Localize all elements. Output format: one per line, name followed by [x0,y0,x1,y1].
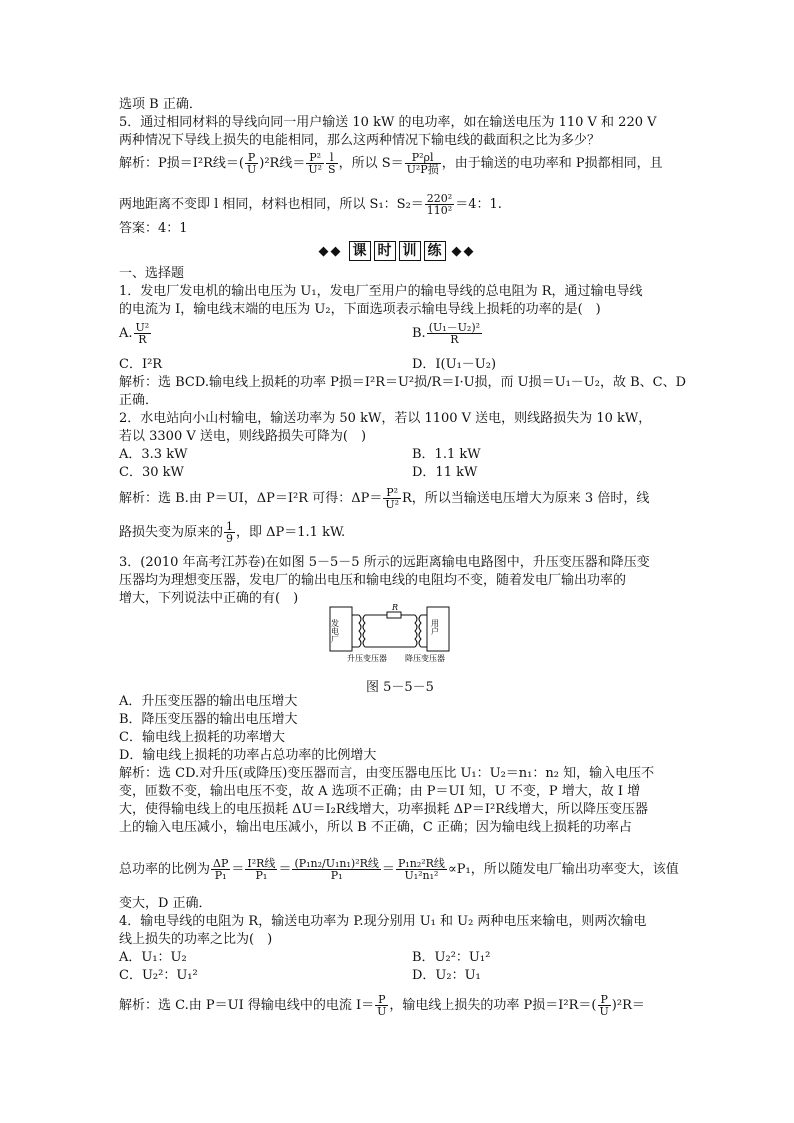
circuit-diagram [329,603,461,673]
option-b: B. $\frac{\text{(U₁－U₂)²}}{R}$ [412,321,481,346]
option-d: D．输电线上损耗的功率占总功率的比例增大 [119,748,377,763]
question-3-stem: 压器均为理想变压器，发电厂的输出电压和输电线的电阻均不变，随着发电厂输出功率的 [119,573,627,588]
step-down-label: 降压变压器 [405,654,445,663]
user-label: 用户 [430,619,440,635]
question-5-analysis: 两地距离不变即 l 相同，材料也相同，所以 S₁：S₂＝ $\frac{\text{220²}}{\text{110²}}$ ＝4：1. [119,192,502,217]
text-line: 选项 B 正确． [119,97,202,112]
option-c: C．I²R [119,357,163,372]
option-c: C．输电线上损耗的功率增大 [119,730,285,745]
diamond-icon: ◆◆ [451,243,476,259]
diamond-icon: ◆◆ [318,243,343,259]
option-b: B．U₂²：U₁² [412,950,491,965]
option-c: C．U₂²：U₁² [119,968,198,983]
option-d: D．11 kW [412,465,478,480]
banner-char: 时 [374,241,396,261]
section-heading: 一、选择题 [119,266,185,281]
question-2-stem: 2．水电站向小山村输电，输送功率为 50 kW，若以 1100 V 送电，则线路损失为 10 kW， [119,411,652,426]
question-3-analysis: 变，匝数不变，输出电压不变，故 A 选项不正确；由 P＝UI 知，U 不变，P 增大，故 I 增 [119,784,641,799]
question-3-analysis: 上的输入电压减小，输出电压减小，所以 B 不正确，C 正确；因为输电线上损耗的功率占 [119,820,632,835]
figure-caption: 图 5－5－5 [366,680,434,695]
option-d: D．U₂：U₁ [412,968,481,983]
question-3-stem: 3．(2010 年高考江苏卷)在如图 5－5－5 所示的远距离输电电路图中，升压变压器和降压变 [119,555,650,570]
banner-char: 练 [424,241,446,261]
question-2-analysis: 解析：选 B.由 P＝UI，ΔP＝I²R 可得：ΔP＝ $\frac{\text{P²}}{\text{U²}}$ R，所以当输送电压增大为原来 3 倍时，线 [119,486,650,511]
question-1-stem: 的电流为 I，输电线末端的电压为 U₂，下面选项表示输电导线上损耗的功率的是( ) [119,302,601,317]
option-a: A．U₁：U₂ [119,950,187,965]
question-2-stem: 若以 3300 V 送电，则线路损失可降为( ) [119,429,367,444]
option-a: A. $\frac{\text{U²}}{R}$ [119,321,150,346]
banner-char: 训 [399,241,421,261]
question-1-analysis: 正确． [119,393,159,408]
answer: 答案：4：1 [119,221,188,236]
question-3-analysis: 总功率的比例为 $\frac{\Delta P}{\text{P₁}}$ ＝ $\frac{\text{I²R线}}{\text{P₁}}$ ＝ $\frac{\text{(P₁n₂/U₁n₁)²R线}}{\text{P₁}}$ ＝ $\frac{\text{P₁n₂²R线}}{\text{U₁²n₁²}}$ ∝P₁，所以随发电厂输出功率变大，该值 [119,857,679,882]
question-2-analysis: 路损失变为原来的 $\frac{1}{9}$ ，即 ΔP＝1.1 kW. [119,520,346,545]
question-5-stem: 5．通过相同材料的导线向同一用户输送 10 kW 的电功率，如在输送电压为 110 V 和 220 V [119,115,657,130]
option-b: B．1.1 kW [412,447,481,462]
question-4-stem: 4．输电导线的电阻为 R，输送电功率为 P.现分别用 U₁ 和 U₂ 两种电压来输电，则两次输电 [119,914,647,929]
section-banner [280,240,514,262]
option-d: D．I(U₁－U₂) [412,357,497,372]
question-3-analysis: 解析：选 CD.对升压(或降压)变压器而言，由变压器电压比 U₁：U₂＝n₁：n₂ 知，输入电压不 [119,766,655,781]
question-1-analysis: 解析：选 BCD.输电线上损耗的功率 P损＝I²R＝U²损/R＝I·U损，而 U损＝U₁－U₂，故 B、C、D [119,375,687,390]
question-3-stem: 增大，下列说法中正确的有( ) [119,591,299,606]
question-3-analysis: 大，使得输电线上的电压损耗 ΔU＝I₂R线增大，功率损耗 ΔP＝I²R线增大，所以降压变压器 [119,802,649,817]
power-plant-label: 发电厂 [330,619,340,643]
option-a: A．升压变压器的输出电压增大 [119,694,298,709]
option-b: B．降压变压器的输出电压增大 [119,712,298,727]
question-4-stem: 线上损失的功率之比为( ) [119,932,273,947]
option-a: A．3.3 kW [119,447,188,462]
question-3-analysis: 变大，D 正确． [119,896,212,911]
option-c: C．30 kW [119,465,184,480]
question-1-stem: 1．发电厂发电机的输出电压为 U₁，发电厂至用户的输电导线的总电阻为 R，通过输电导线 [119,284,643,299]
resistor-label: R [392,603,399,612]
question-4-analysis: 解析：选 C.由 P＝UI 得输电线中的电流 I＝ $\frac{P}{U}$ ，输电线上损失的功率 P损＝I²R＝( $\frac{P}{U}$ )²R＝ [119,993,645,1018]
question-5-analysis: 解析：P损＝I²R线＝( $\frac{P}{U}$ )²R线＝ $\frac{\text{P²}}{\text{U²}}$ $\frac{l}{S}$ ，所以 S＝ $\frac{\text{P²ρl}}{\text{U²P损}}$ ，由于输送的电功率和 P损都相同，且 [119,151,663,176]
step-up-label: 升压变压器 [347,654,387,663]
question-5-stem: 两种情况下导线上损失的电能相同，那么这两种情况下输电线的截面积之比为多少？ [119,133,601,148]
banner-char: 课 [349,241,371,261]
